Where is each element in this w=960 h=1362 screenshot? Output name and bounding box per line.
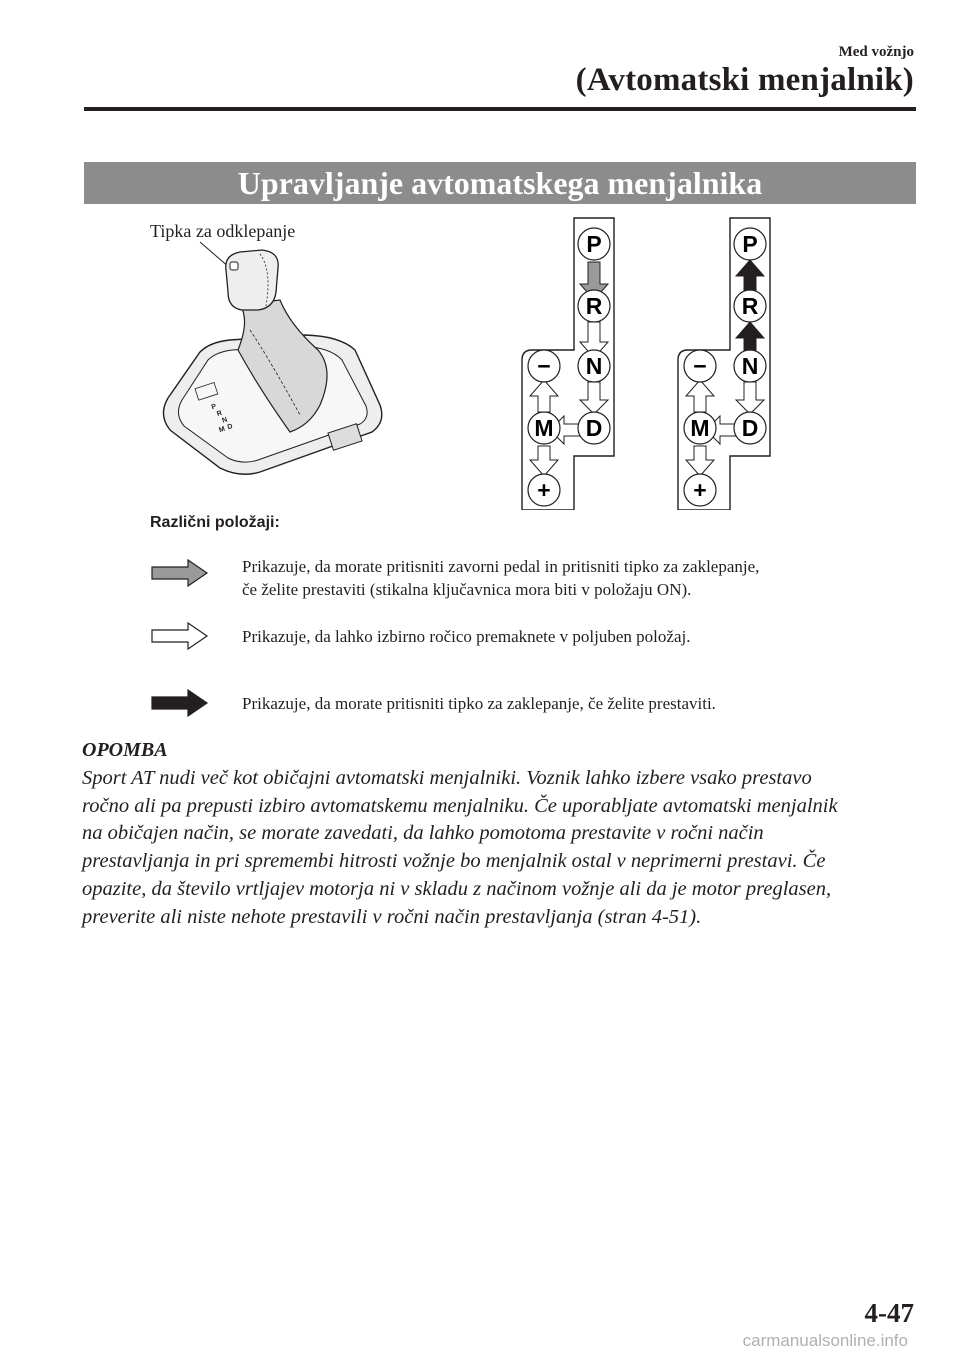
gate1-letter-p: P bbox=[586, 231, 602, 257]
gate1-letter-n: N bbox=[585, 353, 603, 379]
legend-black-line-1: Prikazuje, da morate pritisniti tipko za zaklepanje, če želite prestaviti. bbox=[242, 694, 716, 713]
indicator-letter-r: R bbox=[216, 409, 224, 418]
gate1-arrow-n-d bbox=[580, 382, 608, 414]
note-line-5: opazite, da število vrtljajev motorja ni v skladu z načinom vožnje ali da je motor preglasen, bbox=[82, 877, 832, 900]
gate1-arrow-m-plus bbox=[530, 446, 558, 476]
header-rule bbox=[84, 107, 916, 111]
black-arrow-icon bbox=[150, 688, 210, 718]
gray-arrow-icon bbox=[150, 558, 210, 588]
section-banner: Upravljanje avtomatskega menjalnika bbox=[84, 162, 916, 204]
indicator-letter-d: D bbox=[226, 423, 234, 432]
gate1-minus-sign: − bbox=[537, 353, 551, 379]
gate2-arrow-n-r bbox=[736, 322, 764, 354]
shift-lever-figure bbox=[140, 210, 780, 510]
gate1-letter-r: R bbox=[585, 293, 603, 319]
gate2-letter-d: D bbox=[741, 415, 759, 441]
note-heading: OPOMBA bbox=[82, 739, 168, 761]
shift-console-illustration bbox=[163, 250, 381, 474]
gate2-minus-sign: − bbox=[693, 353, 707, 379]
note-line-2: ročno ali pa prepusti izbiro avtomatskemu menjalniku. Če uporabljate avtomatski menjalnik bbox=[82, 794, 838, 817]
page-number: 4-47 bbox=[864, 1298, 914, 1328]
note-line-1: Sport AT nudi več kot običajni avtomatski menjalniki. Voznik lahko izbere vsako prestavo bbox=[82, 767, 812, 789]
gate2-arrow-m-plus bbox=[686, 446, 714, 476]
legend-gray-line-2: če želite prestaviti (stikalna ključavnica mora biti v položaju ON). bbox=[242, 580, 692, 599]
legend-row-gray bbox=[150, 555, 910, 605]
unlock-button-callout: Tipka za odklepanje bbox=[150, 221, 296, 241]
gate1-letter-d: D bbox=[585, 415, 603, 441]
indicator-letter-n: N bbox=[221, 416, 229, 425]
gate2-arrow-r-p bbox=[736, 260, 764, 294]
white-arrow-icon bbox=[150, 621, 210, 651]
shift-gate-2 bbox=[678, 218, 770, 510]
note-line-3: na običajen način, se morate zavedati, da lahko pomotoma prestavite v ročni način bbox=[82, 822, 764, 845]
watermark: carmanualsonline.info bbox=[742, 1331, 908, 1350]
gate2-plus-sign: + bbox=[693, 477, 707, 503]
note-body bbox=[82, 765, 922, 931]
legend-white-line-1: Prikazuje, da lahko izbirno ročico premaknete v poljuben položaj. bbox=[242, 627, 691, 646]
gate2-arrow-m-minus bbox=[686, 380, 714, 412]
shift-gate-1 bbox=[522, 218, 614, 510]
header-section: Med vožnjo bbox=[838, 44, 914, 60]
legend-gray-line-1: Prikazuje, da morate pritisniti zavorni pedal in pritisniti tipko za zaklepanje, bbox=[242, 557, 760, 576]
gate2-arrow-d-n bbox=[736, 382, 764, 414]
legend-row-white bbox=[150, 621, 910, 651]
header-title: (Avtomatski menjalnik) bbox=[575, 62, 914, 98]
indicator-letter-p: P bbox=[210, 403, 218, 412]
indicator-letter-m: M bbox=[218, 425, 226, 435]
gate2-letter-m: M bbox=[690, 415, 710, 441]
gate1-arrow-m-minus bbox=[530, 380, 558, 412]
gate1-plus-sign: + bbox=[537, 477, 551, 503]
gate2-letter-p: P bbox=[742, 231, 758, 257]
gate2-letter-n: N bbox=[741, 353, 759, 379]
positions-label: Različni položaji: bbox=[150, 514, 280, 531]
note-line-4: prestavljanja in pri spremembi hitrosti vožnje bo menjalnik ostal v neprimerni prestavi. Če bbox=[82, 850, 826, 873]
gate2-letter-r: R bbox=[741, 293, 759, 319]
gate1-letter-m: M bbox=[534, 415, 554, 441]
legend-row-black bbox=[150, 688, 910, 718]
note-line-6: preverite ali niste nehote prestavili v ročni način prestavljanja (stran 4-51). bbox=[82, 905, 702, 928]
unlock-button-illustration bbox=[230, 262, 238, 270]
